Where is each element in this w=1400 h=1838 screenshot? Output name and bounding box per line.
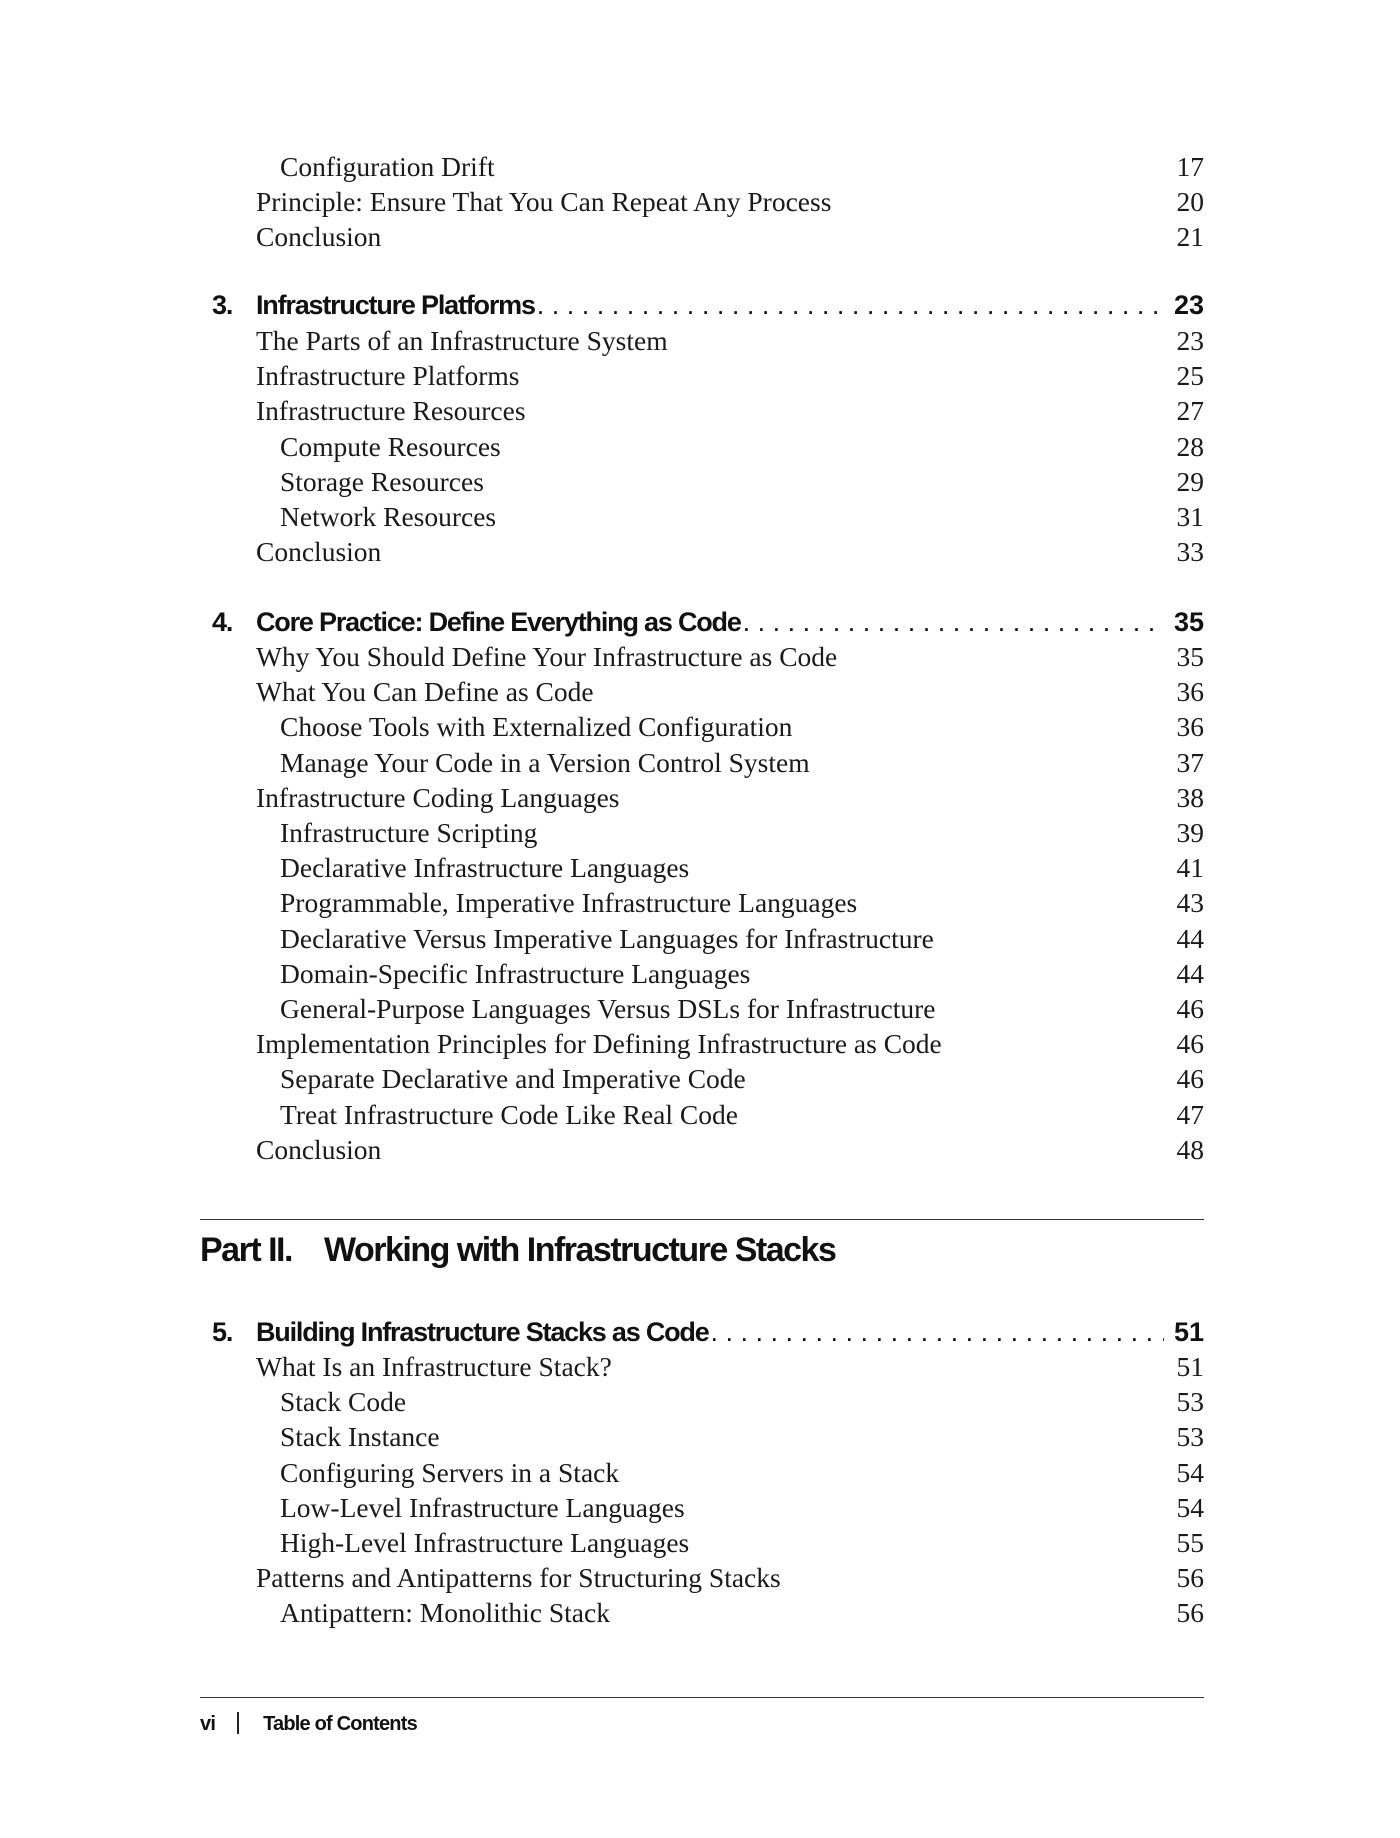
- chapter-heading[interactable]: [212, 1312, 1204, 1352]
- toc-entry-page-number: 47: [1176, 1098, 1204, 1130]
- toc-entry[interactable]: [280, 851, 1204, 885]
- toc-entry-title: General-Purpose Languages Versus DSLs for Infrastructure: [280, 993, 936, 1024]
- toc-entry[interactable]: [280, 746, 1204, 780]
- running-title: Table of Contents: [263, 1713, 417, 1735]
- chapter-heading[interactable]: [212, 285, 1204, 325]
- toc-entry[interactable]: [256, 675, 1204, 709]
- folio-page-number: vi: [200, 1713, 216, 1735]
- toc-entry-page-number: 28: [1176, 430, 1204, 462]
- toc-entry-title: The Parts of an Infrastructure System: [256, 325, 668, 356]
- part-divider-rule: [200, 1219, 1204, 1220]
- toc-entry[interactable]: [256, 781, 1204, 815]
- toc-entry[interactable]: [280, 1456, 1204, 1490]
- toc-entry[interactable]: [280, 1385, 1204, 1419]
- part-title: Working with Infrastructure Stacks: [324, 1231, 836, 1269]
- toc-entry-title: Infrastructure Scripting: [280, 817, 538, 848]
- toc-entry-title: Implementation Principles for Defining Infrastructure as Code: [256, 1028, 942, 1060]
- toc-entry-title: Patterns and Antipatterns for Structuring Stacks: [256, 1562, 781, 1594]
- toc-entry-page-number: 33: [1176, 536, 1204, 568]
- toc-entry-title: High-Level Infrastructure Languages: [280, 1527, 690, 1558]
- toc-entry-title: Principle: Ensure That You Can Repeat Any Process: [256, 186, 832, 218]
- toc-entry-page-number: 43: [1176, 887, 1204, 919]
- toc-entry-page-number: 56: [1176, 1562, 1204, 1594]
- toc-entry[interactable]: [256, 359, 1204, 393]
- toc-entry-page-number: 46: [1176, 1063, 1204, 1095]
- toc-entry-page-number: 44: [1176, 922, 1204, 954]
- toc-entry[interactable]: [256, 394, 1204, 428]
- toc-entry-title: Conclusion: [256, 1133, 382, 1165]
- toc-entry-page-number: 46: [1176, 993, 1204, 1024]
- toc-entry-title: Stack Code: [280, 1386, 407, 1418]
- toc-entry-title: Manage Your Code in a Version Control System: [280, 746, 810, 778]
- toc-entry-page-number: 48: [1176, 1133, 1204, 1165]
- toc-entry-title: Declarative Versus Imperative Languages for Infrastructure: [280, 922, 934, 954]
- toc-entry-page-number: 53: [1176, 1421, 1204, 1453]
- toc-entry[interactable]: [280, 1420, 1204, 1454]
- toc-entry[interactable]: [280, 710, 1204, 744]
- toc-entry-page-number: 41: [1176, 852, 1204, 884]
- toc-entry-title: Configuration Drift: [280, 151, 495, 182]
- toc-entry-page-number: 44: [1176, 957, 1204, 989]
- chapter-heading[interactable]: [212, 602, 1204, 642]
- toc-entry-title: Low-Level Infrastructure Languages: [280, 1491, 685, 1523]
- toc-entry-page-number: 53: [1176, 1386, 1204, 1418]
- toc-entry[interactable]: [280, 500, 1204, 534]
- toc-entry-page-number: 56: [1176, 1597, 1204, 1629]
- toc-entry[interactable]: [256, 640, 1204, 674]
- chapter-title: Building Infrastructure Stacks as Code: [256, 1317, 709, 1347]
- toc-entry-page-number: 23: [1176, 325, 1204, 356]
- chapter-title: Infrastructure Platforms: [256, 290, 535, 320]
- toc-entry[interactable]: [280, 465, 1204, 499]
- toc-entry[interactable]: [256, 1027, 1204, 1061]
- toc-entry-title: Programmable, Imperative Infrastructure Languages: [280, 887, 858, 919]
- chapter-page-number: 23: [1173, 290, 1204, 320]
- toc-entry-title: What Is an Infrastructure Stack?: [256, 1351, 612, 1382]
- toc-entry-title: Antipattern: Monolithic Stack: [280, 1597, 610, 1629]
- toc-entry[interactable]: [280, 1491, 1204, 1525]
- part-heading[interactable]: [200, 1227, 835, 1273]
- toc-entry[interactable]: [256, 185, 1204, 219]
- toc-entry-title: Infrastructure Coding Languages: [256, 781, 620, 813]
- chapter-number: 5.: [212, 1317, 233, 1347]
- toc-entry-title: Declarative Infrastructure Languages: [280, 852, 690, 884]
- toc-entry[interactable]: [280, 1062, 1204, 1096]
- running-footer: [200, 1709, 417, 1739]
- toc-entry-page-number: 54: [1176, 1491, 1204, 1523]
- toc-entry-title: Compute Resources: [280, 430, 501, 462]
- toc-entry-page-number: 20: [1176, 186, 1204, 218]
- toc-entry-page-number: 38: [1176, 781, 1204, 813]
- toc-entry-title: Infrastructure Resources: [256, 395, 526, 427]
- toc-entry-page-number: 36: [1176, 676, 1204, 708]
- footer-rule: [200, 1697, 1204, 1698]
- footer-separator: [237, 1712, 239, 1734]
- toc-entry-page-number: 21: [1176, 221, 1204, 253]
- toc-entry-page-number: 27: [1176, 395, 1204, 427]
- toc-entry[interactable]: [280, 430, 1204, 464]
- toc-entry[interactable]: [280, 1098, 1204, 1132]
- toc-entry[interactable]: [256, 1561, 1204, 1595]
- toc-entry-title: Network Resources: [280, 501, 497, 532]
- toc-entry[interactable]: [256, 220, 1204, 254]
- dot-leader: [711, 1312, 1164, 1352]
- toc-entry-title: Storage Resources: [280, 465, 484, 497]
- toc-entry-page-number: 39: [1176, 817, 1204, 848]
- toc-entry-title: Conclusion: [256, 536, 382, 568]
- toc-entry[interactable]: [256, 535, 1204, 569]
- toc-entry[interactable]: [280, 1526, 1204, 1560]
- toc-entry-title: Why You Should Define Your Infrastructure as Code: [256, 641, 838, 672]
- toc-entry[interactable]: [256, 324, 1204, 358]
- part-label: Part II.: [200, 1231, 292, 1269]
- toc-entry[interactable]: [280, 922, 1204, 956]
- toc-entry-title: What You Can Define as Code: [256, 676, 594, 708]
- toc-entry-title: Treat Infrastructure Code Like Real Code: [280, 1098, 738, 1130]
- toc-entry-page-number: 46: [1176, 1028, 1204, 1060]
- toc-entry-title: Infrastructure Platforms: [256, 360, 520, 392]
- toc-entry-title: Configuring Servers in a Stack: [280, 1456, 620, 1488]
- toc-entry-page-number: 37: [1176, 746, 1204, 778]
- toc-entry[interactable]: [280, 957, 1204, 991]
- dot-leader: [743, 602, 1164, 642]
- toc-entry[interactable]: [280, 992, 1204, 1026]
- toc-entry-title: Stack Instance: [280, 1421, 440, 1453]
- toc-entry-title: Separate Declarative and Imperative Code: [280, 1063, 746, 1095]
- toc-entry[interactable]: [256, 1133, 1204, 1167]
- chapter-page-number: 35: [1173, 607, 1204, 637]
- toc-entry[interactable]: [280, 816, 1204, 850]
- toc-entry-title: Domain-Specific Infrastructure Languages: [280, 957, 751, 989]
- chapter-title: Core Practice: Define Everything as Code: [256, 607, 741, 637]
- toc-entry-page-number: 31: [1176, 501, 1204, 532]
- toc-entry-page-number: 17: [1176, 151, 1204, 182]
- toc-entry-page-number: 35: [1176, 641, 1204, 672]
- toc-entry-page-number: 55: [1176, 1527, 1204, 1558]
- toc-entry-page-number: 25: [1176, 360, 1204, 392]
- chapter-number: 3.: [212, 290, 233, 320]
- chapter-number: 4.: [212, 607, 233, 637]
- toc-entry[interactable]: [280, 150, 1204, 184]
- toc-entry-page-number: 54: [1176, 1456, 1204, 1488]
- dot-leader: [537, 285, 1164, 325]
- toc-entry-title: Conclusion: [256, 221, 382, 253]
- toc-entry-page-number: 36: [1176, 711, 1204, 743]
- chapter-page-number: 51: [1173, 1317, 1204, 1347]
- toc-entry-page-number: 51: [1176, 1351, 1204, 1382]
- toc-entry[interactable]: [280, 1596, 1204, 1630]
- toc-entry[interactable]: [280, 886, 1204, 920]
- toc-entry-title: Choose Tools with Externalized Configuration: [280, 711, 793, 743]
- toc-entry[interactable]: [256, 1350, 1204, 1384]
- toc-entry-page-number: 29: [1176, 465, 1204, 497]
